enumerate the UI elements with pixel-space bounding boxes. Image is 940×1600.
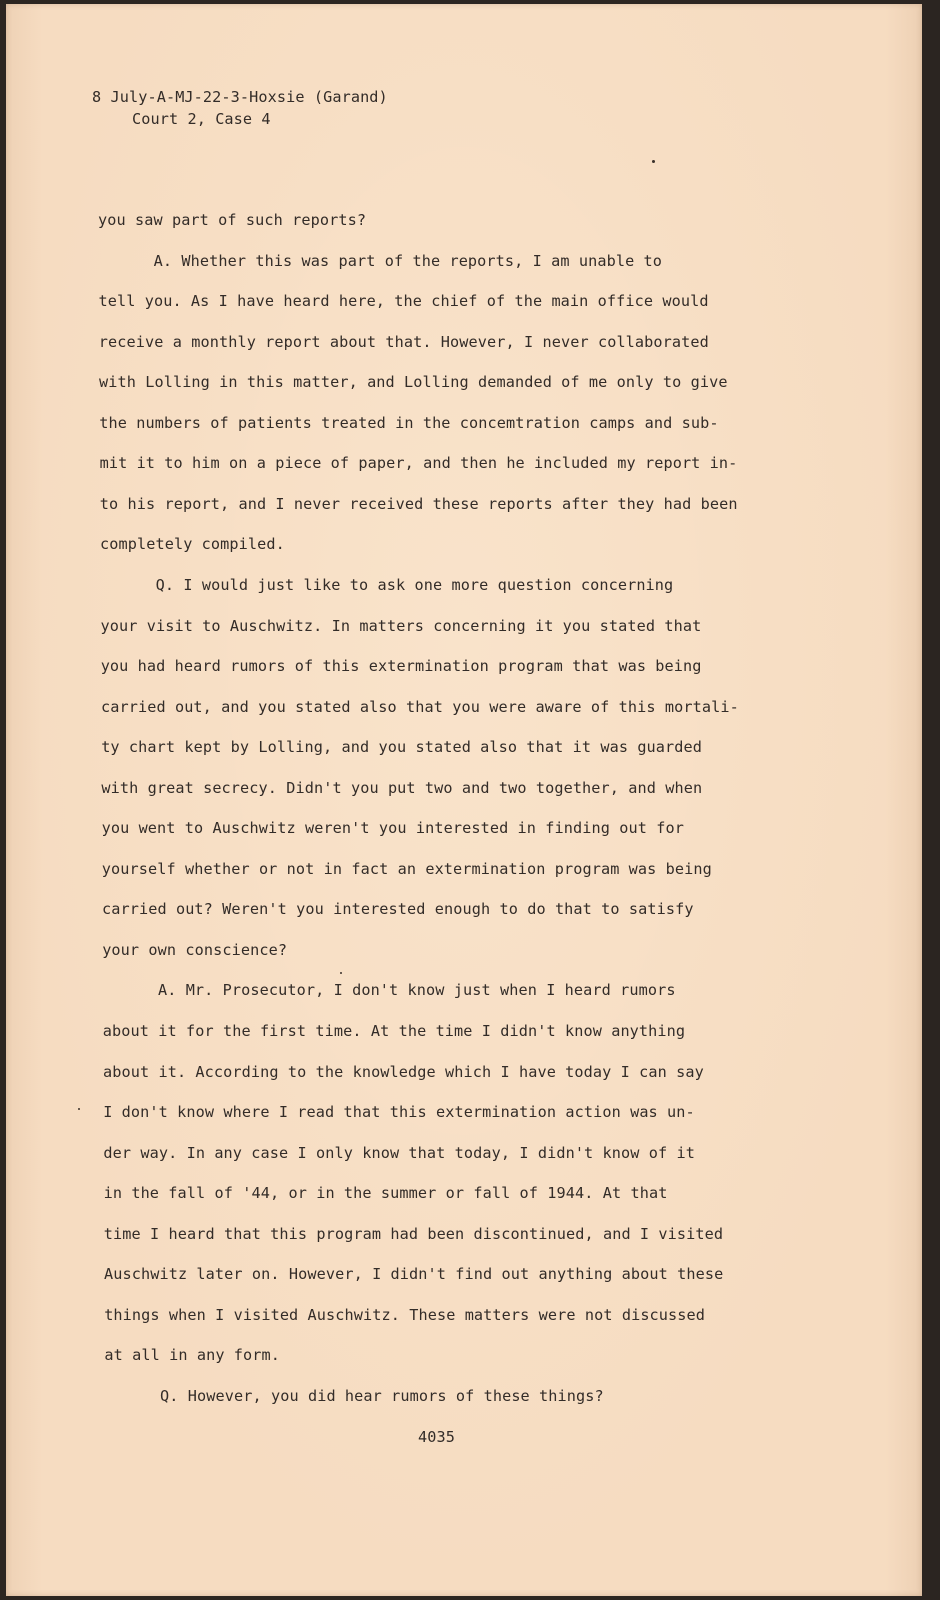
transcript-line: time I heard that this program had been discontinued, and I visited <box>103 1224 724 1243</box>
page-number: 4035 <box>418 1428 455 1446</box>
transcript-line: you saw part of such reports? <box>98 211 367 229</box>
transcript-line: A. Whether this was part of the reports, I am unable to <box>98 251 663 270</box>
transcript-line: in the fall of '44, or in the summer or fall of 1944. At that <box>103 1184 668 1203</box>
paper-speck <box>652 160 655 163</box>
transcript-line: carried out? Weren't you interested enough to do that to satisfy <box>102 900 694 919</box>
transcript-line: the numbers of patients treated in the concemtration camps and sub- <box>99 413 719 432</box>
transcript-line: about it for the first time. At the time I didn't know anything <box>102 1022 686 1040</box>
transcript-line: tell you. As I have heard here, the chief of the main office would <box>98 292 709 311</box>
transcript-line: at all in any form. <box>104 1346 281 1365</box>
paper-speck <box>78 1108 80 1110</box>
transcript-line: you had heard rumors of this extermination program that was being <box>100 657 702 676</box>
transcript-line: A. Mr. Prosecutor, I don't know just when I heard rumors <box>102 981 676 1000</box>
transcript-line: Q. However, you did hear rumors of these things? <box>104 1386 604 1405</box>
transcript-line: yourself whether or not in fact an extermination program was being <box>101 859 712 878</box>
transcript-line: your visit to Auschwitz. In matters concerning it you stated that <box>100 616 702 635</box>
header-line-1: 8 July-A-MJ-22-3-Hoxsie (Garand) <box>92 88 388 106</box>
transcript-line: things when I visited Auschwitz. These matters were not discussed <box>104 1305 706 1324</box>
transcript-line: mit it to him on a piece of paper, and then he included my report in- <box>99 454 738 473</box>
transcript-line: Q. I would just like to ask one more question concerning <box>100 575 674 594</box>
paper-speck <box>340 972 342 974</box>
document-page <box>6 4 922 1596</box>
transcript-line: you went to Auschwitz weren't you interested in finding out for <box>101 819 684 838</box>
transcript-line: ty chart kept by Lolling, and you stated also that it was guarded <box>101 738 703 757</box>
transcript-line: Auschwitz later on. However, I didn't find out anything about these <box>104 1265 724 1284</box>
transcript-line: to his report, and I never received these reports after they had been <box>99 494 738 513</box>
transcript-line: your own conscience? <box>102 940 288 959</box>
transcript-line: der way. In any case I only know that today, I didn't know of it <box>103 1143 695 1162</box>
transcript-line: receive a monthly report about that. However, I never collaborated <box>98 332 709 351</box>
transcript-line: I don't know where I read that this extermination action was un- <box>103 1103 695 1122</box>
transcript-line: with Lolling in this matter, and Lolling demanded of me only to give <box>99 373 728 392</box>
transcript-line: about it. According to the knowledge which I have today I can say <box>103 1062 704 1081</box>
transcript-line: completely compiled. <box>100 535 285 554</box>
header-line-2: Court 2, Case 4 <box>132 110 271 128</box>
transcript-line: carried out, and you stated also that you were aware of this mortali- <box>101 697 739 716</box>
transcript-line: with great secrecy. Didn't you put two and two together, and when <box>101 778 703 797</box>
